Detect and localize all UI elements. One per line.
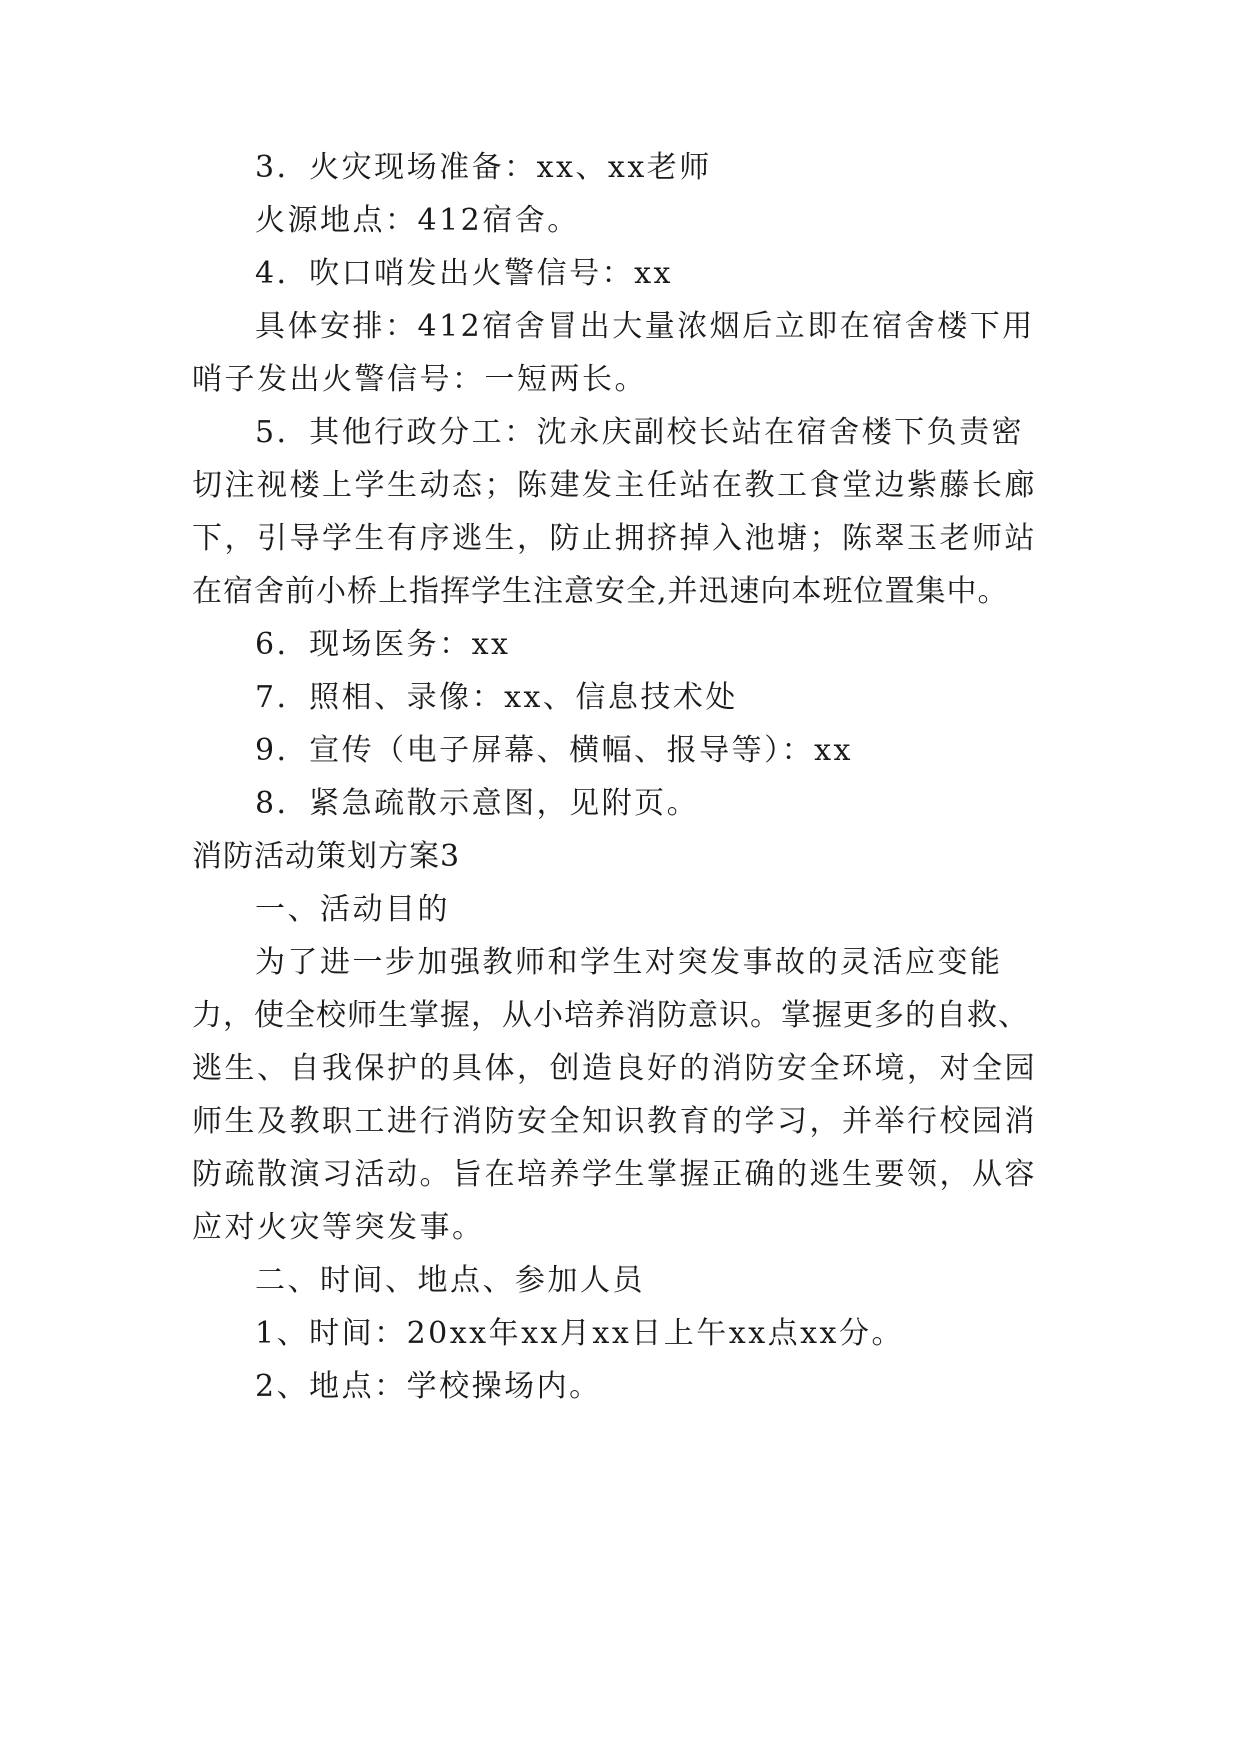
section-heading: 一、活动目的 (255, 892, 450, 927)
text-line: 1、时间：20xx年xx月xx日上午xx点xx分。 (255, 1316, 904, 1351)
text-line: 师生及教职工进行消防安全知识教育的学习，并举行校园消 (192, 1104, 1037, 1139)
text-line: 在宿舍前小桥上指挥学生注意安全,并迅速向本班位置集中。 (192, 574, 1009, 609)
text-line: 为了进一步加强教师和学生对突发事故的灵活应变能 (255, 945, 1003, 980)
text-line: 4．吹口哨发出火警信号：xx (255, 256, 673, 291)
text-line: 具体安排：412宿舍冒出大量浓烟后立即在宿舍楼下用 (255, 309, 1035, 344)
text-line: 9．宣传（电子屏幕、横幅、报导等）：xx (255, 733, 853, 768)
text-line: 5．其他行政分工：沈永庆副校长站在宿舍楼下负责密 (255, 415, 1025, 450)
text-line: 逃生、自我保护的具体，创造良好的消防安全环境，对全园 (192, 1051, 1037, 1086)
text-line: 防疏散演习活动。旨在培养学生掌握正确的逃生要领，从容 (192, 1157, 1037, 1192)
text-line: 应对火灾等突发事。 (192, 1210, 485, 1245)
text-line: 火源地点：412宿舍。 (255, 203, 580, 238)
text-line: 2、地点：学校操场内。 (255, 1369, 602, 1404)
text-line: 哨子发出火警信号：一短两长。 (192, 362, 647, 397)
text-line: 3．火灾现场准备：xx、xx老师 (255, 150, 712, 185)
text-line: 6．现场医务：xx (255, 627, 511, 662)
section-title: 消防活动策划方案3 (192, 839, 461, 874)
section-heading: 二、时间、地点、参加人员 (255, 1263, 645, 1298)
text-line: 力，使全校师生掌握，从小培养消防意识。掌握更多的自救、 (192, 998, 1029, 1033)
text-line: 下，引导学生有序逃生，防止拥挤掉入池塘；陈翠玉老师站 (192, 521, 1037, 556)
text-line: 切注视楼上学生动态；陈建发主任站在教工食堂边紫藤长廊 (192, 468, 1037, 503)
text-line: 7．照相、录像：xx、信息技术处 (255, 680, 738, 715)
text-line: 8．紧急疏散示意图，见附页。 (255, 786, 700, 821)
